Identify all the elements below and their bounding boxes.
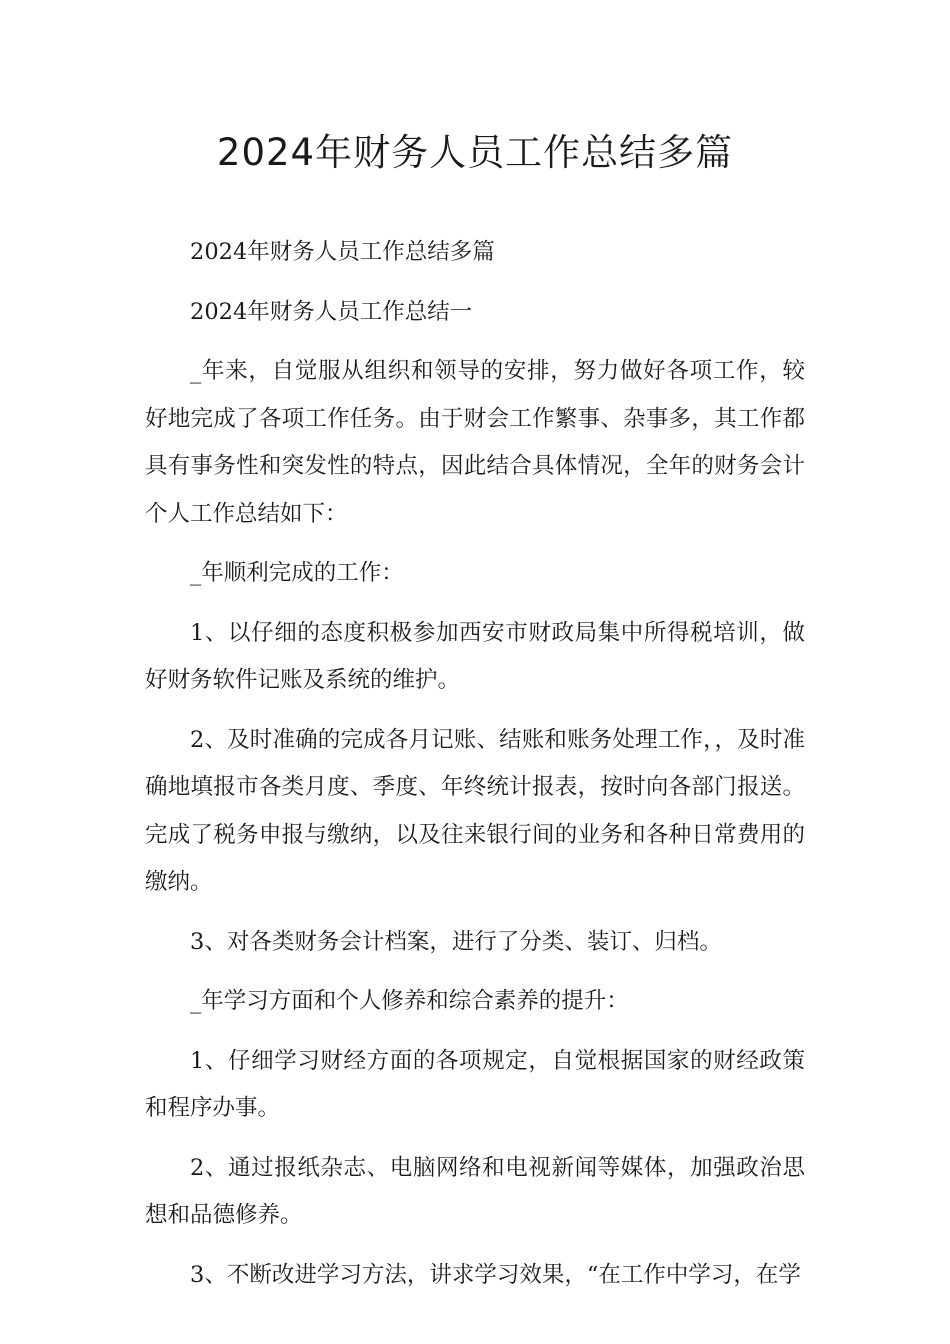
paragraph-item: 3、不断改进学习方法，讲求学习效果，“在工作中学习，在学 xyxy=(190,1261,801,1288)
document-title: 2024年财务人员工作总结多篇 xyxy=(216,131,734,174)
paragraph-section-learning: _年学习方面和个人修养和综合素养的提升： xyxy=(190,988,629,1014)
paragraph-item: 1、仔细学习财经方面的各项规定，自觉根据国家的财经政策和程序办事。 xyxy=(145,1047,805,1121)
paragraph-heading: 2024年财务人员工作总结多篇 xyxy=(190,239,495,265)
paragraph-item: 2、及时准确的完成各月记账、结账和账务处理工作，，及时准确地填报市各类月度、季度、年终统计报表，按时向各部门报送。完成了税务申报与缴纳，以及往来银行间的业务和各种日常费用的缴纳。 xyxy=(145,726,805,895)
paragraph-item: 3、对各类财务会计档案，进行了分类、装订、归档。 xyxy=(190,928,722,955)
paragraph-section-completed: _年顺利完成的工作： xyxy=(190,560,404,586)
paragraph-intro: _年来，自觉服从组织和领导的安排，努力做好各项工作，较好地完成了各项工作任务。由于财会工作繁事、杂事多，其工作都具有事务性和突发性的特点，因此结合具体情况，全年的财务会计个人工作总结如下： xyxy=(145,358,805,527)
paragraph-item: 2、通过报纸杂志、电脑网络和电视新闻等媒体，加强政治思想和品德修养。 xyxy=(145,1154,805,1228)
document-body xyxy=(145,229,805,1311)
paragraph-subheading: 2024年财务人员工作总结一 xyxy=(190,298,473,325)
paragraph-item: 1、以仔细的态度积极参加西安市财政局集中所得税培训，做好财务软件记账及系统的维护。 xyxy=(145,619,805,693)
